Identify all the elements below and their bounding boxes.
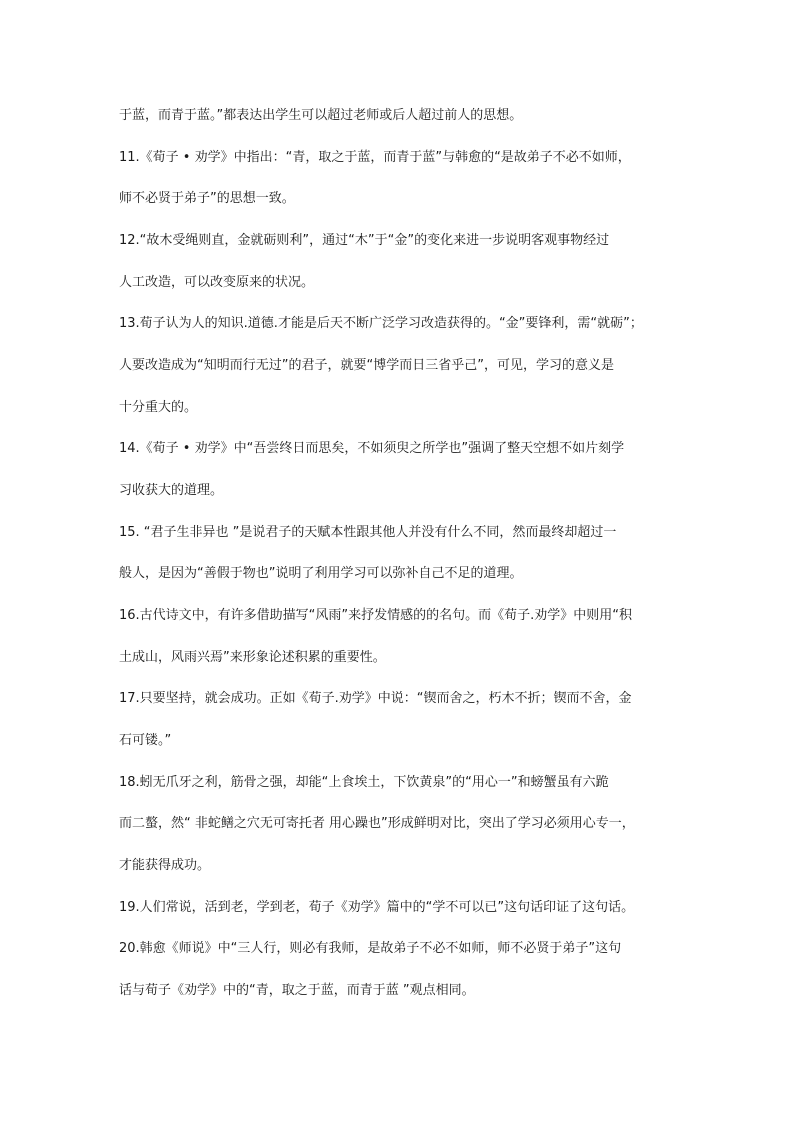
text-line: 话与荀子《劝学》中的“青，取之于蓝，而青于蓝 ”观点相同。	[119, 983, 475, 998]
text-line: 14.《荀子 • 劝学》中“吾尝终日而思矣，不如须臾之所学也”强调了整天空想不如片刻学	[119, 441, 625, 456]
text-line: 习收获大的道理。	[119, 483, 224, 498]
text-line: 般人，是因为“善假于物也”说明了利用学习可以弥补自己不足的道理。	[119, 566, 523, 581]
text-line: 石可镂。”	[119, 733, 172, 748]
text-line: 而二螯，然“ 非蛇鳝之穴无可寄托者 用心躁也”形成鲜明对比，突出了学习必须用心专一，	[119, 816, 635, 831]
text-line: 13.荀子认为人的知识.道德.才能是后天不断广泛学习改造获得的。“金”要锋利，需“就砺”；	[119, 316, 643, 331]
text-line: 17.只要坚持，就会成功。正如《荀子.劝学》中说：“锲而舍之，朽木不折；锲而不舍，金	[119, 691, 632, 706]
text-line: 12.“故木受绳则直，金就砺则利”，通过“木”于“金”的变化来进一步说明客观事物经过	[119, 233, 610, 248]
text-line: 人工改造，可以改变原来的状况。	[119, 275, 315, 290]
text-line: 于蓝，而青于蓝。”都表达出学生可以超过老师或后人超过前人的思想。	[119, 108, 523, 123]
text-line: 土成山，风雨兴焉”来形象论述积累的重要性。	[119, 650, 386, 665]
text-line: 20.韩愈《师说》中“三人行，则必有我师，是故弟子不必不如师，师不必贤于弟子”这句	[119, 941, 622, 956]
text-line: 人要改造成为“知明而行无过”的君子，就要“博学而日三省乎己”，可见，学习的意义是	[119, 358, 614, 373]
text-line: 11.《荀子 • 劝学》中指出：“青，取之于蓝，而青于蓝”与韩愈的“是故弟子不必不如师，	[119, 150, 631, 165]
text-line: 19.人们常说，活到老，学到老，荀子《劝学》篇中的“学不可以已”这句话印证了这句话。	[119, 900, 635, 915]
text-line: 15. “君子生非异也 ”是说君子的天赋本性跟其他人并没有什么不同，然而最终却超过一	[119, 525, 617, 540]
text-line: 才能获得成功。	[119, 858, 211, 873]
text-line: 师不必贤于弟子”的思想一致。	[119, 191, 295, 206]
text-line: 16.古代诗文中，有许多借助描写“风雨”来抒发情感的的名句。而《荀子.劝学》中则用“积	[119, 608, 633, 623]
text-line: 18.蚓无爪牙之利，筋骨之强，却能“上食埃土，下饮黄泉”的“用心一”和螃蟹虽有六跪	[119, 775, 609, 790]
text-line: 十分重大的。	[119, 400, 198, 415]
